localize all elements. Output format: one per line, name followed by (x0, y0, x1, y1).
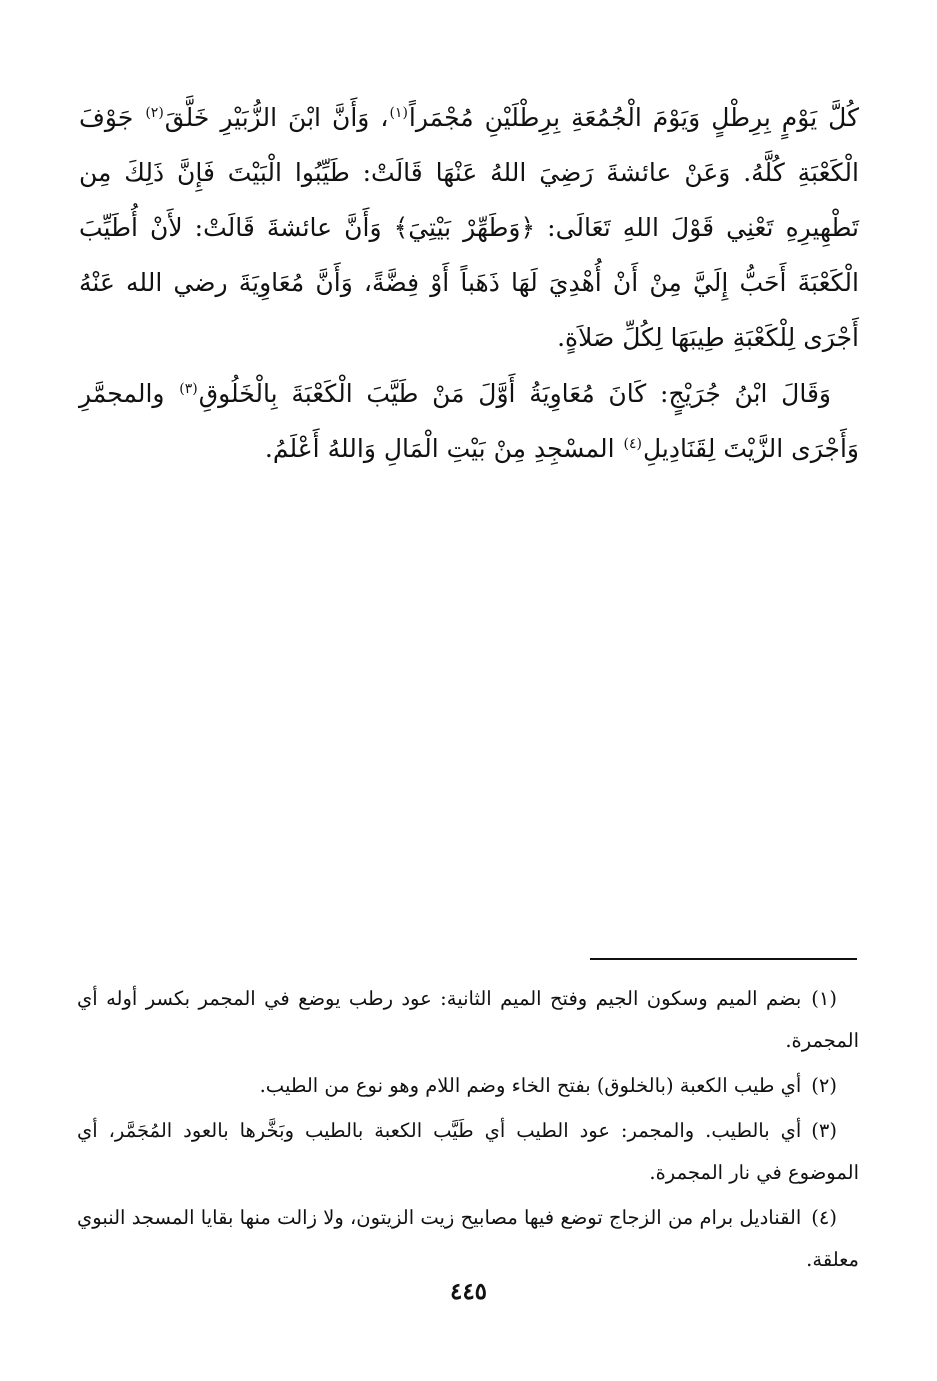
paragraph-2-text-c: المسْجِدِ مِنْ بَيْتِ الْمَالِ وَاللهُ أَعْلَمُ. (264, 434, 615, 463)
footnote-1-number: (١) (811, 987, 837, 1010)
main-paragraph-2 (79, 366, 859, 476)
footnote-4-text: القناديل برام من الزجاج توضع فيها مصابيح زيت الزيتون، ولا زالت منها بقايا المسجد النبوي معلقة. (77, 1206, 859, 1271)
footnote-3-number: (٣) (811, 1119, 837, 1142)
footnote-4 (77, 1197, 859, 1281)
footnote-2 (77, 1065, 859, 1107)
footnote-reference-2: (٢) (145, 104, 164, 121)
paragraph-2-text-b: والمجمَّرِ وَأَجْرَى الزَّيْتَ لِقَنَادِيلِ (79, 379, 859, 463)
footnote-1 (77, 978, 859, 1062)
main-paragraph-1 (79, 90, 859, 365)
paragraph-1-text-a: كُلَّ يَوْمٍ بِرِطْلٍ وَيَوْمَ الْجُمُعَةِ بِرِطْلَيْنِ مُجْمَراً (408, 103, 859, 132)
footnote-3 (77, 1110, 859, 1194)
footnote-3-text: أي بالطيب. والمجمر: عود الطيب أي طَيَّب الكعبة بالطيب وبَخَّرها بالعود المُجَمَّر، أي الموضوع في نار المجمرة. (77, 1119, 859, 1184)
footnote-reference-3: (٣) (179, 380, 198, 397)
footnote-4-number: (٤) (811, 1206, 837, 1229)
paragraph-1-text-c: جَوْفَ الْكَعْبَةِ كُلَّهُ. وَعَنْ عائشةَ رَضِيَ اللهُ عَنْهَا قَالَتْ: طَيِّبُوا الْبَيْتَ فَإِنَّ ذَلِكَ مِن تَطْهِيرِهِ تَعْنِي قَوْلَ اللهِ تَعَالَى: ﴿وَطَهِّرْ بَيْتِيَ﴾ وَأَنَّ عائشةَ قَالَتْ: لأَنْ أُطَيِّبَ الْكَعْبَةَ أَحَبُّ إِلَيَّ مِنْ أَنْ أُهْدِيَ لَهَا ذَهَباً أَوْ فِضَّةً، وَأَنَّ مُعَاوِيَةَ رضي الله عَنْهُ أَجْرَى لِلْكَعْبَةِ طِيبَهَا لِكُلِّ صَلاَةٍ. (79, 103, 859, 352)
footnote-2-text: أي طيب الكعبة (بالخلوق) بفتح الخاء وضم اللام وهو نوع من الطيب. (259, 1074, 802, 1097)
footnotes-section (77, 978, 859, 1284)
footnote-2-number: (٢) (811, 1074, 837, 1097)
paragraph-1-text-b: ، وَأَنَّ ابْنَ الزُّبَيْرِ خَلَّقَ (164, 103, 389, 132)
page-number: ٤٤٥ (449, 1278, 488, 1305)
paragraph-2-text-a: وَقَالَ ابْنُ جُرَيْجٍ: كَانَ مُعَاوِيَةُ أَوَّلَ مَنْ طَيَّبَ الْكَعْبَةَ بِالْخَلُوقِ (198, 379, 831, 408)
footnote-separator-line (590, 958, 857, 960)
footnote-reference-1: (١) (389, 104, 408, 121)
footnote-reference-4: (٤) (623, 435, 642, 452)
footnote-1-text: بضم الميم وسكون الجيم وفتح الميم الثانية: عود رطب يوضع في المجمر بكسر أوله أي المجمرة. (77, 987, 859, 1052)
